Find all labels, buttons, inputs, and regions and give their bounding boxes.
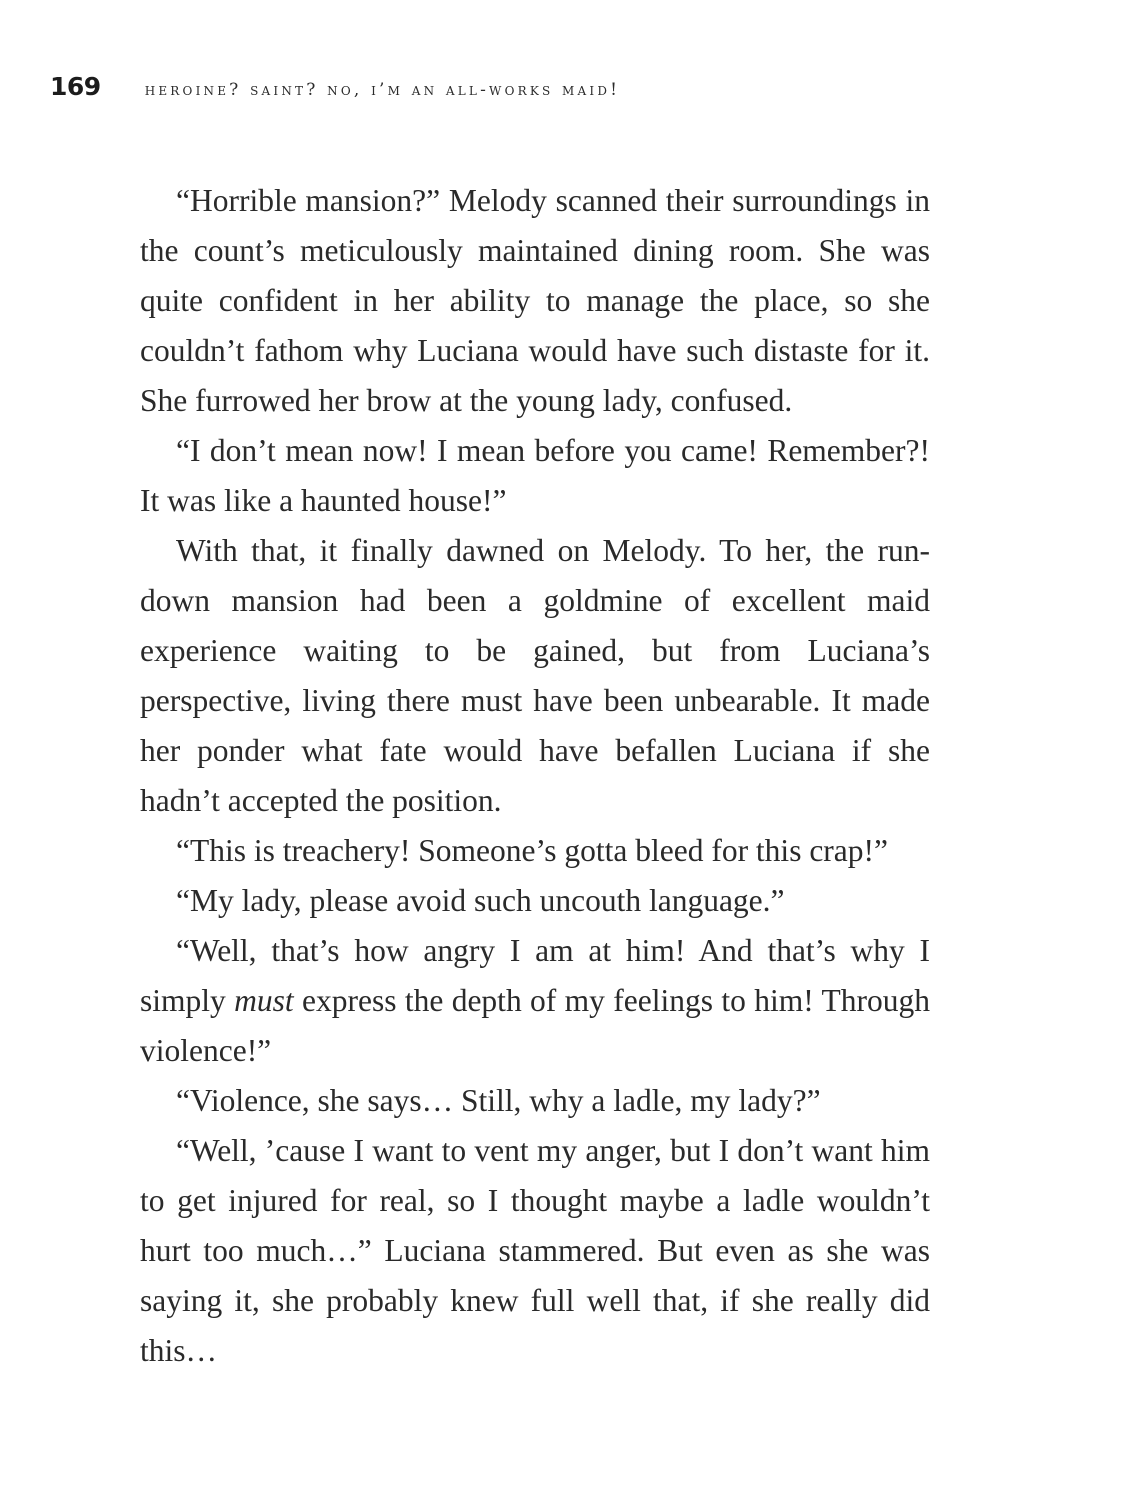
paragraph: “This is treachery! Someone’s gotta bleed for this crap!” bbox=[176, 833, 888, 868]
running-header bbox=[50, 72, 620, 112]
paragraph: “I don’t mean now! I mean before you came! Remember?! It was like a haunted house!” bbox=[140, 433, 930, 518]
paragraph: With that, it finally dawned on Melody. To her, the run-down mansion had been a goldmine of excellent maid experience waiting to be gained, but from Luciana’s perspective, living there must have been unbearable. It made her ponder what fate would have befallen Luciana if she hadn’t accepted the position. bbox=[140, 533, 930, 818]
emphasis-text: must bbox=[234, 983, 294, 1018]
paragraph: “My lady, please avoid such uncouth language.” bbox=[176, 883, 785, 918]
page-number: 169 bbox=[50, 72, 101, 101]
paragraph-text: express the depth of my feelings to him! Through violence!” bbox=[140, 983, 930, 1068]
body-text bbox=[140, 176, 930, 1376]
paragraph-text: “Well, that’s how angry I am at him! And that’s why I simply bbox=[140, 933, 930, 1018]
paragraph: “Well, ’cause I want to vent my anger, but I don’t want him to get injured for real, so I thought maybe a ladle wouldn’t hurt too much…” Luciana stammered. But even as she was saying it, she probably knew full well that, if she really did this… bbox=[140, 1133, 930, 1368]
paragraph: “Violence, she says… Still, why a ladle, my lady?” bbox=[176, 1083, 821, 1118]
running-title: heroine? saint? no, i’m an all-works maid! bbox=[144, 80, 621, 100]
paragraph: “Horrible mansion?” Melody scanned their surroundings in the count’s meticulously maintained dining room. She was quite confident in her ability to manage the place, so she couldn’t fathom why Luciana would have such distaste for it. She furrowed her brow at the young lady, confused. bbox=[140, 183, 930, 418]
paragraph bbox=[140, 926, 930, 1076]
